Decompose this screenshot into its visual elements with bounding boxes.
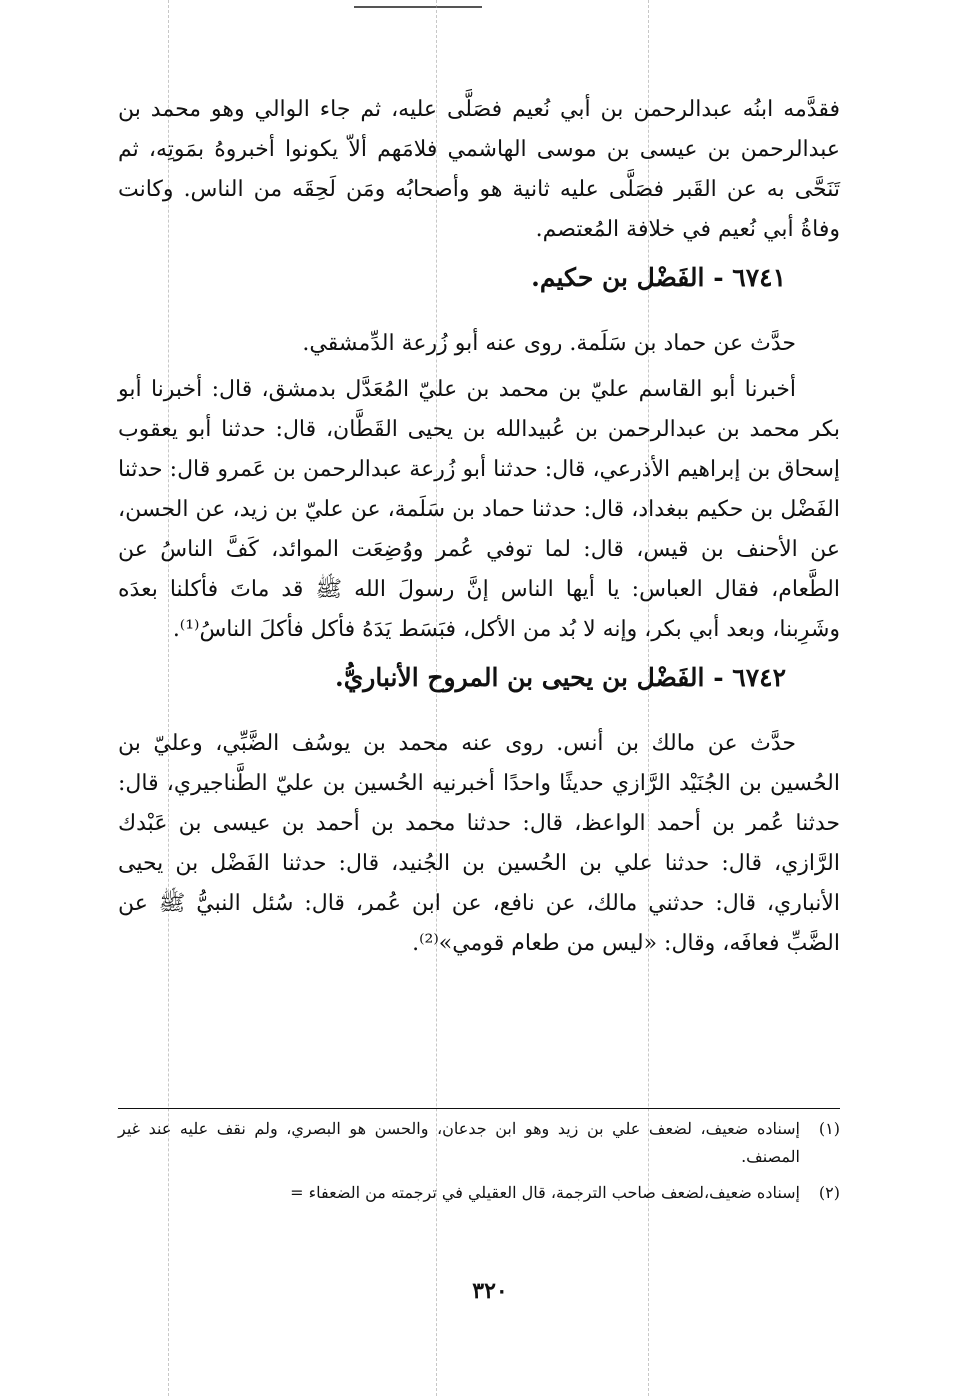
paragraph: حدَّث عن مالك بن أنس. روى عنه محمد بن يوسُف الضَّبِّي، وعليّ بن الحُسين بن الجُنَيْد الرَّازي حديثًا واحدًا أخبرنيه الحُسين بن عليّ الطَّناجيري، قال: حدثنا عُمر بن أحمد الواعظ، قال: حدثنا محمد بن أحمد بن عيسى بن عَبْدك الرَّازي، قال: حدثنا علي بن الحُسين بن الجُنيد، قال: حدثنا الفَضْل بن يحيى الأنباري، قال: حدثني مالك، عن نافع، عن ابن عُمر، قال: سُئل النبيُّ ﷺ عن الضَّبِّ فعافَه، وقال: «ليس من طعام قومي»⁽²⁾. — [118, 731, 840, 956]
footnote-mark: (٢) — [818, 1183, 840, 1202]
footnote-text: إسناده ضعيف، لضعف علي بن زيد وهو ابن جدعان، والحسن هو البصري، ولم نقف عليه عند غير المصنف. — [118, 1119, 800, 1166]
entry-heading: ٦٧٤١ - الفَضْل بن حكيم. — [531, 263, 786, 292]
page-body — [118, 90, 840, 970]
paragraph: أخبرنا أبو القاسم عليّ بن محمد بن عليّ المُعَدَّل بدمشق، قال: أخبرنا أبو بكر محمد بن عبدالرحمن بن عُبيدالله بن يحيى القَطَّان، قال: حدثنا أبو يعقوب إسحاق بن إبراهيم الأذرعي، قال: حدثنا أبو زُرعة عبدالرحمن بن عَمرو قال: حدثنا الفَضْل بن حكيم ببغداد، قال: حدثنا حماد بن سَلَمة، عن عليّ بن زيد، عن الحسن، عن الأحنف بن قيس، قال: لما توفي عُمر ووُضِعَت الموائد، كَفَّ الناسُ عن الطَّعام، فقال العباس: يا أيها الناس إنَّ رسولَ الله ﷺ قد ماتَ فأكلنا بعدَه وشَرِبنا، وبعد أبي بكر، وإنه لا بُد من الأكل، فبَسَط يَدَهُ فأكل فأكلَ الناسُ⁽¹⁾. — [118, 377, 840, 642]
page-number: ٣٢٠ — [472, 1278, 508, 1304]
footnote-mark: (١) — [818, 1119, 840, 1138]
footnote — [118, 1115, 840, 1171]
paragraph: فقدَّمه ابنُه عبدالرحمن بن أبي نُعيم فصَلَّى عليه، ثم جاء الوالي وهو محمد بن عبدالرحمن بن عيسى بن موسى الهاشمي فلامَهم ألاّ يكونوا أخبروهُ بمَوتِه، ثم تَنَحَّى به عن القَبر فصَلَّى عليه ثانية هو وأصحابُه ومَن لَحِقَه من الناس. وكانت وفاةُ أبي نُعيم في خلافة المُعتصم. — [118, 97, 840, 242]
footnote-text: إسناده ضعيف،لضعف صاحب الترجمة، قال العقيلي في ترجمته من الضعفاء = — [290, 1183, 800, 1202]
footnotes — [118, 1108, 840, 1215]
paragraph: حدَّث عن حماد بن سَلَمة. روى عنه أبو زُرعة الدِّمشقي. — [302, 331, 796, 356]
entry-heading: ٦٧٤٢ - الفَضْل بن يحيى بن المروح الأنباريُّ. — [335, 663, 786, 692]
scan-artifact-top-line — [354, 6, 482, 8]
footnote — [118, 1179, 840, 1207]
